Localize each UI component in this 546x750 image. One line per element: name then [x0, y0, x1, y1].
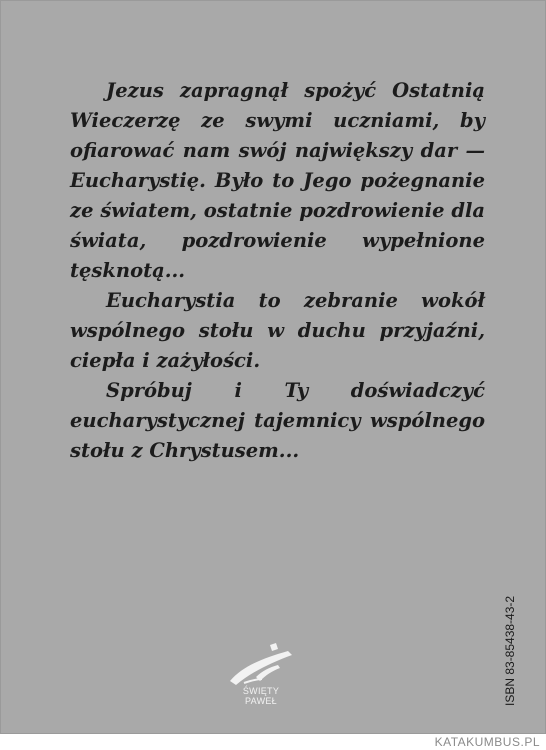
blurb-paragraph-2: Eucharystia to zebranie wokół wspólnego stołu w duchu przyjaźni, ciepła i zażyłości.: [70, 289, 485, 372]
isbn-number: ISBN 83-85438-43-2: [503, 595, 517, 706]
blurb-paragraph-1: Jezus zapragnął spożyć Ostatnią Wieczerzę ze swymi uczniami, by ofiarować nam swój największy dar —Eucharystię. Było to Jego pożegnanie ze światem, ostatnie pozdrowienie dla świata, pozdrowienie wypełnione tęsknotą...: [70, 79, 485, 282]
blurb-text: [70, 76, 485, 466]
publisher-name: ŚWIĘTY PAWEŁ: [242, 686, 280, 706]
blurb-paragraph-3: Spróbuj i Ty doświadczyć eucharystycznej tajemnicy wspólnego stołu z Chrystusem...: [70, 379, 485, 462]
watermark-text: KATAKUMBUS.PL: [434, 735, 540, 749]
